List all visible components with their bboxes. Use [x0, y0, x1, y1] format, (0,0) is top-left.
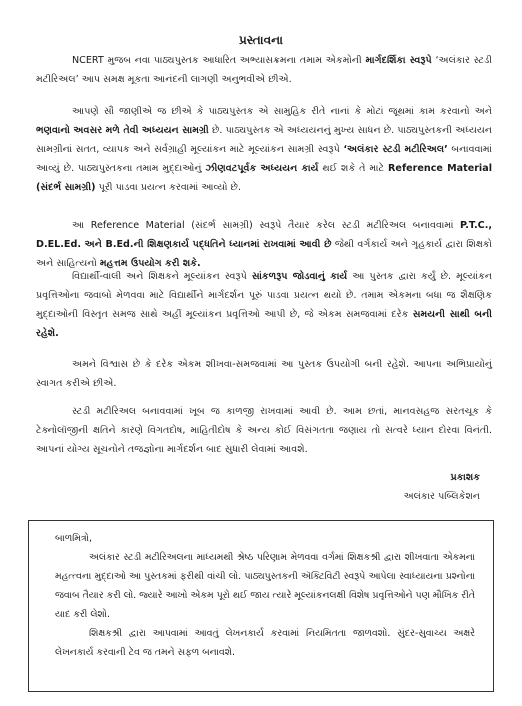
publisher-signoff: [300, 468, 480, 506]
bold-run: મહત્તમ ઉપયોગ કરી શકે.: [99, 258, 201, 269]
publisher-name: અલંકાર પબ્લિકેશન: [403, 491, 480, 502]
text-run: આ પુસ્તક દ્વારા કર્યું છે. મૂલ્યાંકન પ્રવૃત્તિઓના જવાબો મેળવવા માટે વિદ્યાર્થીને માર્ગદર્શન પૂરું પાડવા પ્રયત્ન થયો છે. તમામ એકમના બધા જ શૈક્ષણિક મુદ્દાઓની વિસ્તૃત સમજ સાથે અહીં મૂલ્યાંકન પ્રવૃત્તિઓ આપી છે, જે એકમ સમજવામાં દરેક: [36, 271, 492, 320]
page-title: પ્રસ્તાવના: [239, 33, 283, 47]
text-run: ‘અલંકાર સ્ટડી મટીરિઅલ’ આપ સમક્ષ મૂકતા આનંદની લાગણી અનુભવીએ છીએ.: [36, 55, 493, 85]
text-run: બનાવવામાં આવ્યું છે. પાઠ્યપુસ્તકના તમામ મુદ્દાઓનું: [36, 144, 492, 174]
text-run: પૂરી પાડવા પ્રયત્ન કરવામાં આવ્યો છે.: [95, 182, 241, 193]
bold-run: સમયની સાથી બની રહેશે.: [36, 309, 492, 339]
bold-run: P.T.C., D.EL.Ed. અને B.Ed.ની શિક્ષણકાર્ય પદ્ધતિને ધ્યાનમાં રાખવામાં આવી છે: [36, 220, 492, 250]
text-run: અમને વિશ્વાસ છે કે દરેક એકમ શીખવા-સમજવામાં આ પુસ્તક ઉપયોગી બની રહેશે. આપના અભિપ્રાયોનું સ્વાગત કરીએ છીએ.: [36, 359, 492, 389]
text-run: આ Reference Material (સંદર્ભ સામગ્રી) સ્વરૂપે તૈયાર કરેલ સ્ટડી મટીરિઅલ બનાવવામાં: [72, 220, 461, 231]
intro-paragraph-2: [36, 102, 492, 197]
text-run: જેથી વર્ગકાર્ય અને ગૃહકાર્ય દ્વારા શિક્ષકો અને સાહિત્યનો: [36, 239, 492, 269]
note-paragraph-2: શિક્ષકશ્રી દ્વારા આપવામાં આવતું લેખનકાર્ય કરવામાં નિયમિતતા જાળવશો. સુંદર-સુવાચ્ય અક્ષરે લેખનકાર્ય કરવાની ટેવ જ તમને સફળ બનાવશે.: [55, 628, 475, 658]
bold-run: ભણવાનો અવસર મળે તેવી અધ્યયન સામગ્રી: [36, 125, 209, 136]
text-run: થઈ શકે તે માટે: [318, 163, 389, 174]
note-paragraph-1: અલંકાર સ્ટડી મટીરિઅલના માધ્યમથી શ્રેષ્ઠ પરિણામ મેળવવા વર્ગમાં શિક્ષકશ્રી દ્વારા શીખવાતા એકમના મહત્ત્વના મુદ્દાઓ આ પુસ્તકમાં ફરીથી વાંચી લો. પાઠ્યપુસ્તકની ઍક્ટિવિટી સ્વરૂપે આપેલા સ્વાધ્યાયના પ્રશ્નોના જવાબ તૈયાર કરી લો. જ્યારે આખો એકમ પૂરો થઈ જાય ત્યારે મૂલ્યાંકનલક્ષી વિશેષ પ્રવૃત્તિઓને પણ મૌખિક રીતે યાદ કરી લેશો.: [55, 552, 475, 620]
bold-run: ‘અલંકાર સ્ટડી મટીરિઅલ’: [343, 144, 448, 155]
text-run: વિદ્યાર્થી-વાલી અને શિક્ષકને મૂલ્યાંકન સ્વરૂપે: [72, 271, 252, 282]
text-run: આપણે સૌ જાણીએ જ છીએ કે પાઠ્યપુસ્તક એ સામુહિક રીતે નાનાં કે મોટાં જૂથમાં કામ કરવાનો અને: [72, 106, 492, 117]
bold-run: ઝીણવટપૂર્વક અધ્યયન કાર્ય: [205, 163, 319, 174]
text-run: NCERT મુજબ નવા પાઠ્યપુસ્તક આધારિત અભ્યાસક્રમના તમામ એકમોની: [72, 55, 366, 66]
text-run: છે. પાઠ્યપુસ્તક એ અધ્યયનનું મુખ્ય સાધન છે. પાઠ્યપુસ્તકની અધ્યયન સામગ્રીનાં સતત, વ્યાપક અને સર્વગ્રાહી મૂલ્યાંકન માટે મૂલ્યાંકન સામગ્રી સ્વરૂપે: [36, 125, 492, 155]
intro-paragraph-5: [36, 355, 492, 393]
students-note-box: [28, 520, 494, 692]
text-run: સ્ટડી મટીરિઅલ બનાવવામાં ખૂબ જ કાળજી રાખવામાં આવી છે. આમ છતાં, માનવસહજ સરતચૂક કે ટેક્નોલૉજીની ક્ષતિને કારણે વિગતદોષ, માહિતીદોષ કે અન્ય કોઈ વિસંગતતા જણાય તો સત્વરે ધ્યાન દોરવા વિનંતી. આપનાં યોગ્ય સૂચનોને તજજ્ઞોના માર્ગદર્શન બાદ સુધારી લેવામાં આવશે.: [36, 406, 492, 455]
intro-paragraph-1: [36, 51, 492, 89]
intro-paragraph-4: [36, 267, 492, 343]
bold-run: સાંકળરૂપ જોડવાનું કાર્ય: [251, 271, 348, 282]
note-greeting: બાળમિત્રો,: [55, 533, 92, 544]
intro-paragraph-3: [36, 216, 492, 273]
bold-run: માર્ગદર્શિકા સ્વરૂપે: [365, 55, 432, 66]
intro-paragraph-6: [36, 402, 492, 459]
students-note: [55, 529, 475, 662]
publisher-label: પ્રકાશક: [450, 472, 480, 483]
bold-run: Reference Material (સંદર્ભ સામગ્રી): [36, 163, 492, 193]
